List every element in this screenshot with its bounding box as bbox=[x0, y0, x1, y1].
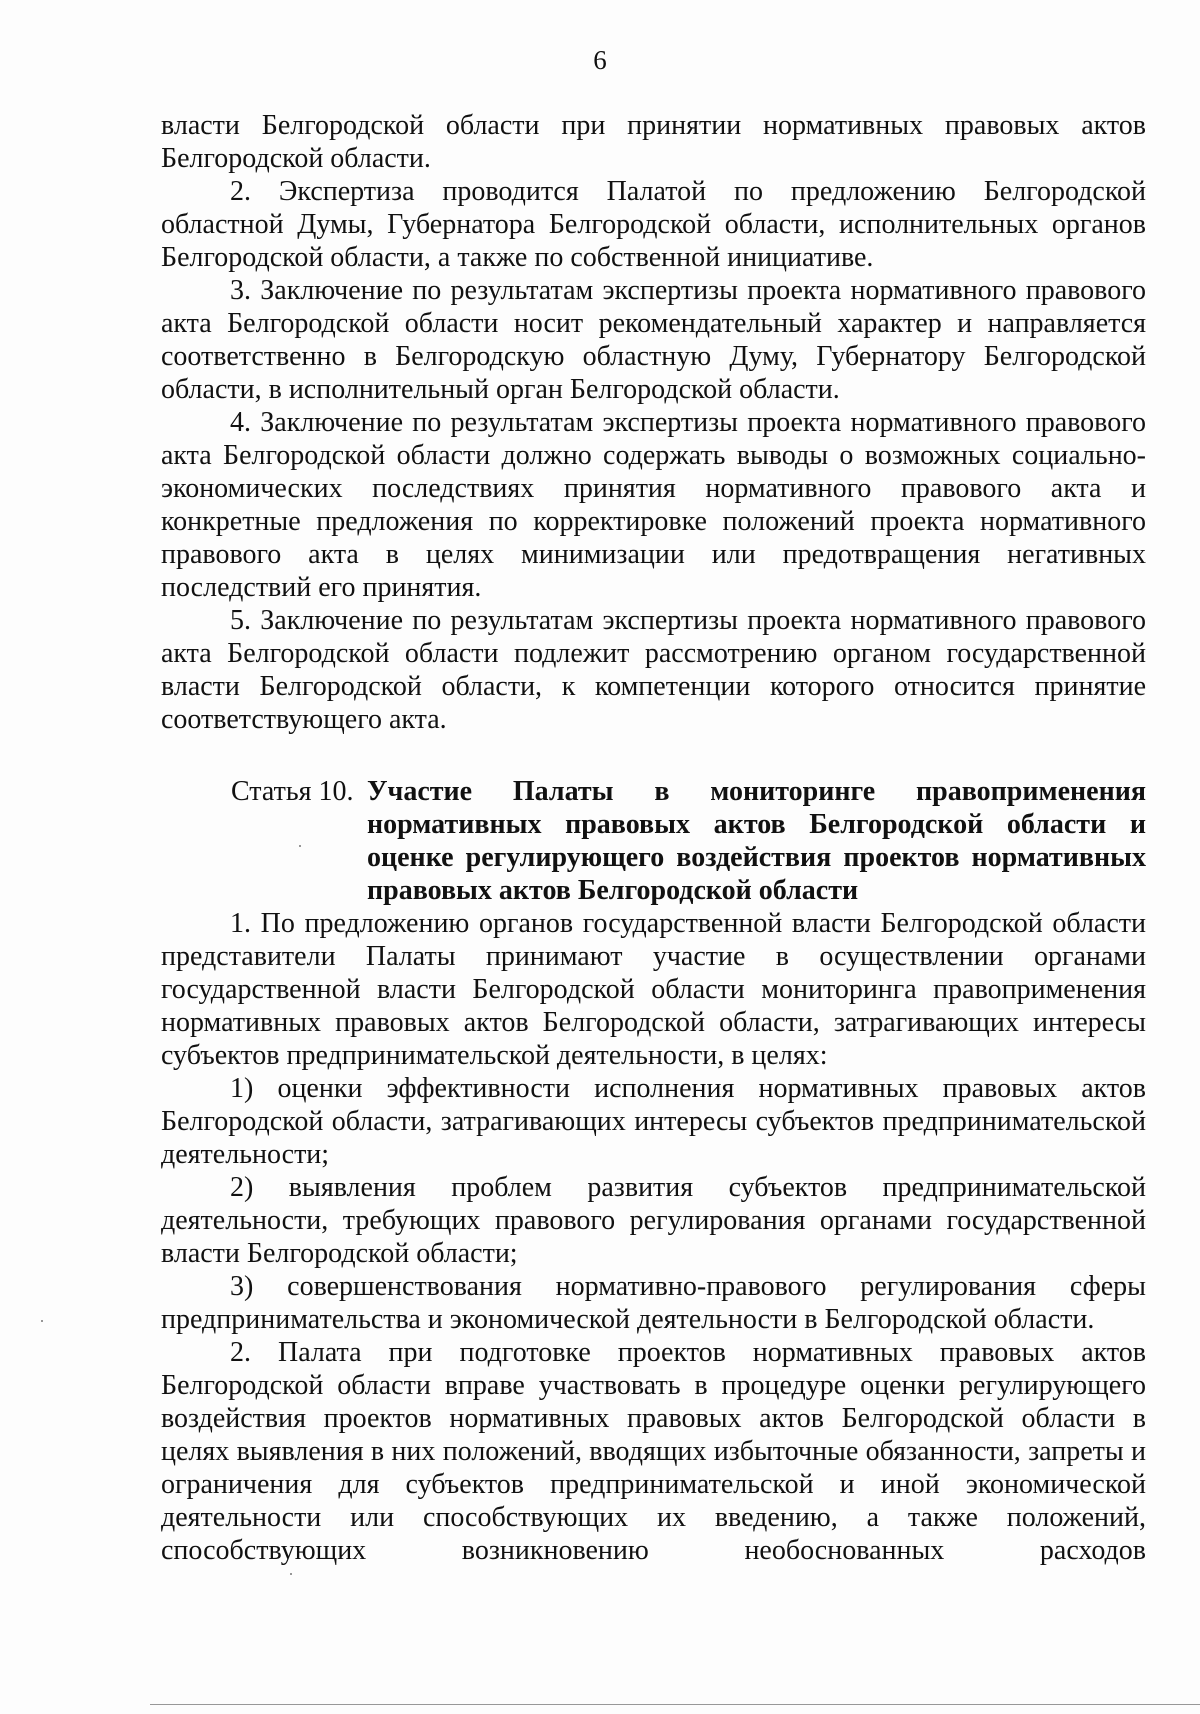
scan-speck bbox=[290, 1573, 292, 1575]
document-body bbox=[161, 109, 1146, 1567]
list-item-1: 1) оценки эффективности исполнения нормативных правовых актов Белгородской области, затрагивающих интересы субъектов предпринимательской деятельности; bbox=[161, 1073, 1146, 1170]
paragraph-item-5: 5. Заключение по результатам экспертизы проекта нормативного правового акта Белгородской области подлежит рассмотрению органом государственной власти Белгородской области, к компетенции которого относится принятие соответствующего акта. bbox=[161, 605, 1146, 735]
paragraph-item-2: 2. Экспертиза проводится Палатой по предложению Белгородской областной Думы, Губернатора Белгородской области, исполнительных органов Белгородской области, а также по собственной инициативе. bbox=[161, 176, 1146, 273]
article-heading bbox=[161, 775, 1146, 907]
article-label: Статья 10. bbox=[231, 776, 354, 807]
scan-speck bbox=[299, 845, 301, 847]
list-item-3: 3) совершенствования нормативно-правового регулирования сферы предпринимательства и экономической деятельности в Белгородской области. bbox=[161, 1271, 1146, 1335]
paragraph-item-4: 4. Заключение по результатам экспертизы проекта нормативного правового акта Белгородской области должно содержать выводы о возможных социально-экономических последствиях принятия нормативного правового акта и конкретные предложения по корректировке положений проекта нормативного правового акта в целях минимизации или предотвращения негативных последствий его принятия. bbox=[161, 407, 1146, 603]
paragraph-continuation: власти Белгородской области при принятии нормативных правовых актов Белгородской области. bbox=[161, 110, 1146, 174]
paragraph-article-10-item-1: 1. По предложению органов государственной власти Белгородской области представители Палаты принимают участие в осуществлении органами государственной власти Белгородской области мониторинга правоприменения нормативных правовых актов Белгородской области, затрагивающих интересы субъектов предпринимательской деятельности, в целях: bbox=[161, 908, 1146, 1071]
page-number: 6 bbox=[593, 45, 607, 75]
paragraph-article-10-item-2: 2. Палата при подготовке проектов нормативных правовых актов Белгородской области вправе участвовать в процедуре оценки регулирующего воздействия проектов нормативных правовых актов Белгородской области в целях выявления в них положений, вводящих избыточные обязанности, запреты и ограничения для субъектов предпринимательской и иной экономической деятельности или способствующих их введению, а также положений, способствующих возникновению необоснованных расходов bbox=[161, 1337, 1146, 1566]
scan-edge-line bbox=[150, 1704, 1200, 1705]
scan-speck bbox=[41, 1320, 43, 1322]
article-title: Участие Палаты в мониторинге правоприменения нормативных правовых актов Белгородской области и оценке регулирующего воздействия проектов нормативных правовых актов Белгородской области bbox=[367, 776, 1146, 906]
paragraph-item-3: 3. Заключение по результатам экспертизы проекта нормативного правового акта Белгородской области носит рекомендательный характер и направляется соответственно в Белгородскую областную Думу, Губернатору Белгородской области, в исполнительный орган Белгородской области. bbox=[161, 275, 1146, 405]
list-item-2: 2) выявления проблем развития субъектов предпринимательской деятельности, требующих правового регулирования органами государственной власти Белгородской области; bbox=[161, 1172, 1146, 1269]
